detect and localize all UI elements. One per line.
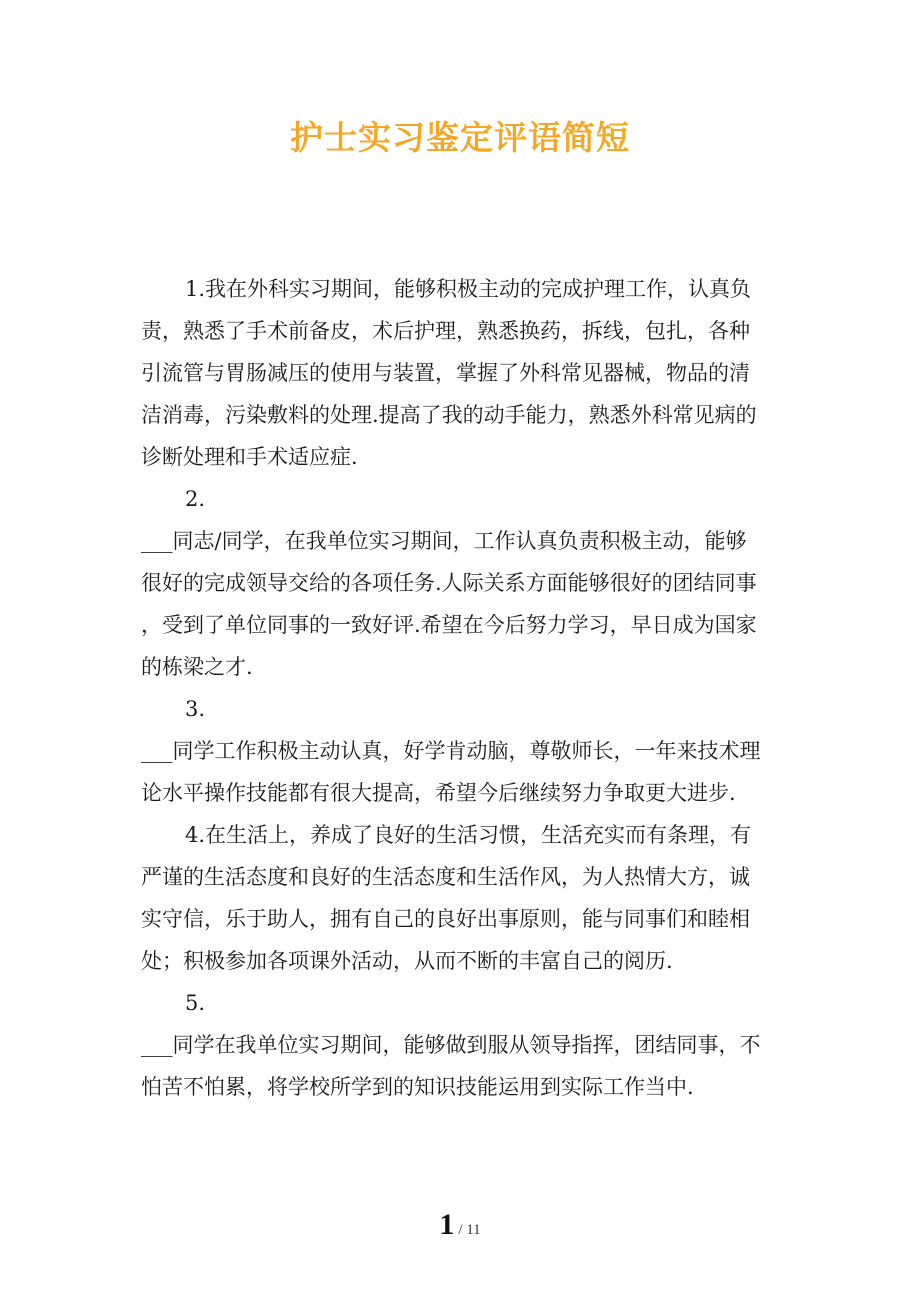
paragraph-4 [141, 814, 781, 982]
paragraph-5 [141, 982, 781, 1108]
text-line: 4.在生活上，养成了良好的生活习惯，生活充实而有条理，有 [185, 823, 752, 847]
paragraph-3 [141, 688, 781, 814]
text-line: 引流管与胃肠减压的使用与装置，掌握了外科常见器械，物品的清 [141, 361, 750, 385]
paragraph-number: 2. [185, 487, 206, 511]
page-title: 护士实习鉴定评语简短 [290, 118, 630, 157]
text-line: 很好的完成领导交给的各项任务.人际关系方面能够很好的团结同事 [141, 571, 757, 595]
current-page-number: 1 [439, 1208, 455, 1241]
text-line: ，受到了单位同事的一致好评.希望在今后努力学习，早日成为国家 [141, 613, 757, 637]
paragraph-1 [141, 268, 781, 478]
text-line: ___同学在我单位实习期间，能够做到服从领导指挥，团结同事，不 [141, 1033, 761, 1057]
paragraph-2 [141, 478, 781, 688]
text-line: ___同志/同学，在我单位实习期间，工作认真负责积极主动，能够 [141, 529, 747, 553]
paragraph-number: 3. [185, 697, 206, 721]
total-pages: / 11 [458, 1222, 481, 1238]
text-line: 怕苦不怕累，将学校所学到的知识技能运用到实际工作当中. [141, 1075, 694, 1099]
text-line: 论水平操作技能都有很大提高，希望今后继续努力争取更大进步. [141, 781, 736, 805]
text-line: 处；积极参加各项课外活动，从而不断的丰富自己的阅历. [141, 949, 673, 973]
text-line: 的栋梁之才. [141, 655, 253, 679]
paragraph-number: 5. [185, 991, 206, 1015]
text-line: 洁消毒，污染敷料的处理.提高了我的动手能力，熟悉外科常见病的 [141, 403, 757, 427]
text-line: 严谨的生活态度和良好的生活态度和生活作风，为人热情大方，诚 [141, 865, 750, 889]
text-line: 1.我在外科实习期间，能够积极主动的完成护理工作，认真负 [185, 277, 752, 301]
text-line: 责，熟悉了手术前备皮，术后护理，熟悉换药，拆线，包扎，各种 [141, 319, 750, 343]
page-footer [0, 1208, 920, 1242]
text-line: 诊断处理和手术适应症. [141, 445, 358, 469]
document-body [141, 268, 781, 1108]
text-line: 实守信，乐于助人，拥有自己的良好出事原则，能与同事们和睦相 [141, 907, 750, 931]
text-line: ___同学工作积极主动认真，好学肯动脑，尊敬师长，一年来技术理 [141, 739, 761, 763]
